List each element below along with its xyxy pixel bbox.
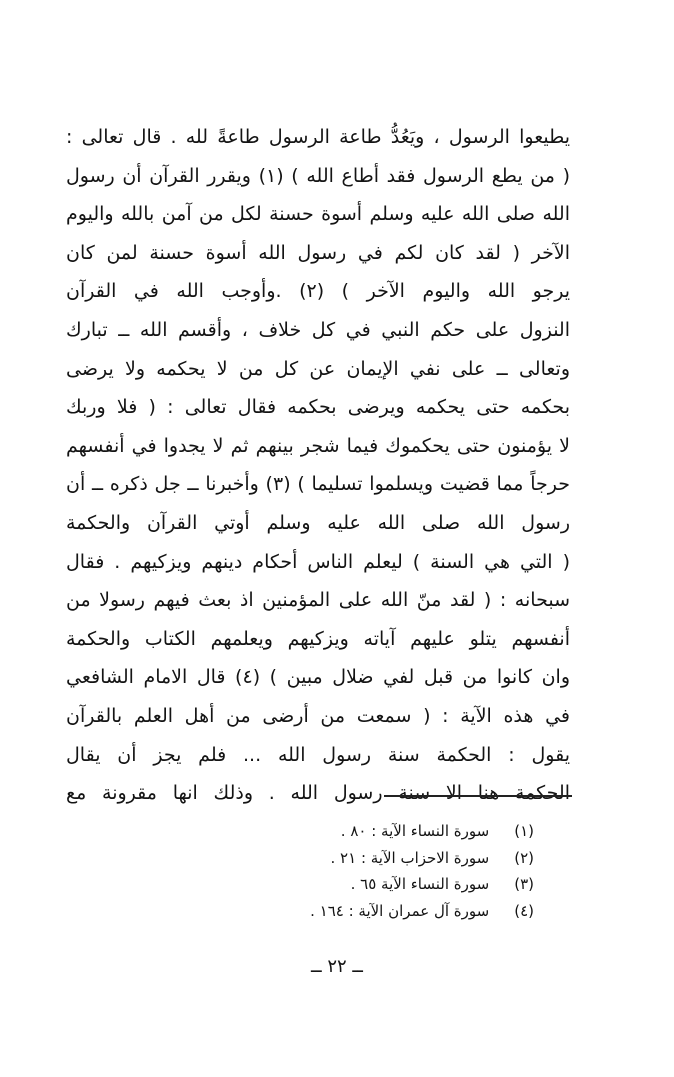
text-line: الله صلى الله عليه وسلم أسوة حسنة لكل من آمن بالله واليوم (66, 203, 570, 226)
footnote-item (180, 898, 534, 925)
text-line: وان كانوا من قبل لفي ضلال مبين ) (٤) قال الامام الشافعي (66, 666, 570, 689)
footnotes (180, 818, 534, 924)
text-line: سبحانه : ( لقد منّ الله على المؤمنين اذ بعث فيهم رسولا من (66, 589, 570, 612)
page-number: ــ ٢٢ ــ (311, 956, 363, 977)
text-line: وتعالى ــ على نفي الإيمان عن كل من لا يحكمه ولا يرضى (66, 357, 570, 380)
text-line: في هذه الآية : ( سمعت من أرضى من أهل العلم بالقرآن (66, 704, 570, 727)
body-text (66, 118, 570, 813)
text-line: النزول على حكم النبي في كل خلاف ، وأقسم الله ــ تبارك (66, 318, 570, 341)
footnote-text: سورة النساء الآية ٦٥ . (350, 875, 490, 893)
footnote-number: (٣) (514, 875, 534, 893)
footnote-item (180, 845, 534, 872)
footnote-item (180, 871, 534, 898)
text-line: رسول الله صلى الله عليه وسلم أوتي القرآن والحكمة (66, 511, 570, 534)
footnote-text: سورة الاحزاب الآية : ٢١ . (330, 848, 490, 867)
text-line: بحكمه حتى يحكمه ويرضى بحكمه فقال تعالى : ( فلا وربك (66, 396, 570, 419)
text-line: يطيعوا الرسول ، ويَعُدُّ طاعة الرسول طاعةً لله . قال تعالى : (66, 126, 570, 148)
text-line: ( من يطع الرسول فقد أطاع الله ) (١) ويقرر القرآن أن رسول (66, 164, 570, 187)
footnote-separator (384, 795, 572, 797)
text-line: حرجاً مما قضيت ويسلموا تسليما ) (٣) وأخبرنا ــ جل ذكره ــ أن (66, 473, 570, 496)
text-line: الحكمة هنا الا سنة رسول الله . وذلك انها مقرونة مع (66, 782, 570, 805)
text-line: أنفسهم يتلو عليهم آياته ويزكيهم ويعلمهم الكتاب والحكمة (66, 627, 570, 650)
footnote-item (180, 818, 534, 845)
text-line: يقول : الحكمة سنة رسول الله ... فلم يجز أن يقال (66, 743, 570, 766)
text-line: الآخر ( لقد كان لكم في رسول الله أسوة حسنة لمن كان (66, 241, 570, 264)
text-line: يرجو الله واليوم الآخر ) (٢) .وأوجب الله في القرآن (66, 280, 570, 303)
text-line: لا يؤمنون حتى يحكموك فيما شجر بينهم ثم لا يجدوا في أنفسهم (66, 434, 570, 457)
footnote-number: (٢) (514, 848, 534, 867)
text-line: ( التي هي السنة ) ليعلم الناس أحكام دينهم ويزكيهم . فقال (66, 550, 570, 573)
footnote-number: (٤) (514, 901, 534, 920)
footnote-text: سورة آل عمران الآية : ١٦٤ . (310, 901, 490, 920)
footnote-number: (١) (514, 822, 534, 840)
footnote-text: سورة النساء الآية : ٨٠ . (340, 822, 490, 840)
